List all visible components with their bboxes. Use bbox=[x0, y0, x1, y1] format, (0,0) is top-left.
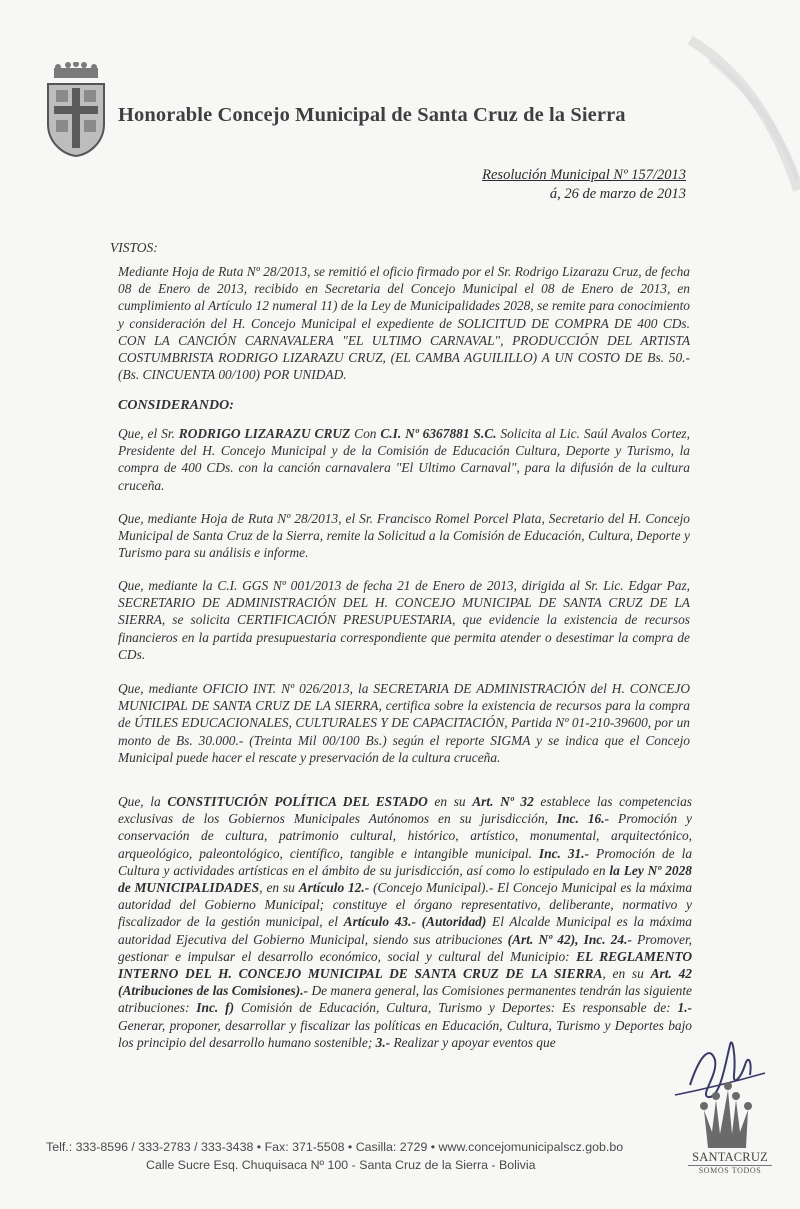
considerando-paragraph-1: Que, el Sr. RODRIGO LIZARAZU CRUZ Con C.I. Nº 6367881 S.C. Solicita al Lic. Saúl Avalos Cortez, Presidente del H. Concejo Municipal y de la Comisión de Educación Cultura, Deporte y Turismo, la compra de 400 CDs. con la canción carnavalera "El Ultimo Carnaval", para la difusión de la cultura cruceña. bbox=[118, 426, 690, 493]
logo-tagline-text: SOMOS TODOS bbox=[688, 1165, 772, 1175]
coat-of-arms-icon bbox=[44, 62, 108, 158]
considerando-paragraph-2: Que, mediante Hoja de Ruta Nº 28/2013, el Sr. Francisco Romel Porcel Plata, Secretario del H. Concejo Municipal de Santa Cruz de la Sierra, remite la Solicitud a la Comisión de Educación, Cultura, Deporte y Turismo para su análisis e informe. bbox=[118, 511, 690, 561]
considerando-heading: CONSIDERANDO: bbox=[118, 398, 234, 413]
footer-address-line: Calle Sucre Esq. Chuquisaca Nº 100 - Santa Cruz de la Sierra - Bolivia bbox=[146, 1158, 536, 1172]
scan-shadow-decoration bbox=[680, 0, 800, 200]
vistos-paragraph: Mediante Hoja de Ruta Nº 28/2013, se remitió el oficio firmado por el Sr. Rodrigo Lizarazu Cruz, de fecha 08 de Enero de 2013, recibido en Secretaria del Concejo Municipal el 08 de Enero de 2013, en cumplimiento al Artículo 12 numeral 11) de la Ley de Municipalidades 2028, se remite para conocimiento y consideración del H. Concejo Municipal el expediente de SOLICITUD DE COMPRA DE 400 CDs. CON LA CANCIÓN CARNAVALERA "EL ULTIMO CARNAVAL", PRODUCCIÓN DEL ARTISTA COSTUMBRISTA RODRIGO LIZARAZU CRUZ, (EL CAMBA AGUILILLO) A UN COSTO DE Bs. 50.- (Bs. CINCUENTA 00/100) POR UNIDAD. bbox=[118, 264, 690, 383]
footer-contact-line: Telf.: 333-8596 / 333-2783 / 333-3438 • Fax: 371-5508 • Casilla: 2729 • www.concejomunicipalscz.gob.bo bbox=[46, 1140, 624, 1154]
council-name-heading: Honorable Concejo Municipal de Santa Cruz de la Sierra bbox=[118, 104, 626, 126]
considerando-paragraph-5: Que, la CONSTITUCIÓN POLÍTICA DEL ESTADO en su Art. Nº 32 establece las competencias exclusivas de los Gobiernos Municipales Autónomos en su jurisdicción, Inc. 16.- Promoción y conservación de cultura, patrimonio cultural, histórico, artístico, monumental, arquitectónico, arqueológico, paleontológico, científico, tangible e intangible municipal. Inc. 31.- Promoción de la Cultura y actividades artísticas en el ámbito de su jurisdicción, así como lo estipulado en la Ley Nº 2028 de MUNICIPALIDADES, en su Artículo 12.- (Concejo Municipal).- El Concejo Municipal es la máxima autoridad del Gobierno Municipal; constituye el órgano representativo, deliberante, normativo y fiscalizador de la gestión municipal, el Artículo 43.- (Autoridad) El Alcalde Municipal es la máxima autoridad Ejecutiva del Gobierno Municipal, siendo sus atribuciones (Art. Nº 42), Inc. 24.- Promover, gestionar e impulsar el desarrollo económico, social y cultural del Municipio: EL REGLAMENTO INTERNO DEL H. CONCEJO MUNICIPAL DE SANTA CRUZ DE LA SIERRA, en su Art. 42 (Atribuciones de las Comisiones).- De manera general, las Comisiones permanentes tendrán las siguiente atribuciones: Inc. f) Comisión de Educación, Cultura, Turismo y Deportes: Es responsable de: 1.- Generar, proponer, desarrollar y fiscalizar las políticas en Educación, Cultura, Turismo y Deportes bajo los principio del desarrollo humano sostenible; 3.- Realizar y apoyar eventos que bbox=[118, 794, 693, 1050]
santa-cruz-logo bbox=[678, 1150, 782, 1175]
vistos-heading: VISTOS: bbox=[110, 240, 158, 255]
considerando-paragraph-3: Que, mediante la C.I. GGS Nº 001/2013 de fecha 21 de Enero de 2013, dirigida al Sr. Lic. Edgar Paz, SECRETARIO DE ADMINISTRACIÓN DEL H. CONCEJO MUNICIPAL DE SANTA CRUZ DE LA SIERRA, se solicita CERTIFICACIÓN PRESUPUESTARIA, que evidencie la existencia de recursos financieros en la partida presupuestaria correspondiente que permita atender o desestimar la compra de CDs. bbox=[118, 578, 690, 662]
logo-brand-text: SANTACRUZ bbox=[692, 1150, 768, 1164]
resolution-date: á, 26 de marzo de 2013 bbox=[549, 186, 686, 202]
considerando-paragraph-4: Que, mediante OFICIO INT. Nº 026/2013, la SECRETARIA DE ADMINISTRACIÓN del H. CONCEJO MUNICIPAL DE SANTA CRUZ DE LA SIERRA, certifica sobre la existencia de recursos para la compra de ÚTILES EDUCACIONALES, CULTURALES Y DE CAPACITACIÓN, Partida Nº 01-210-39600, por un monto de Bs. 30.000.- (Treinta Mil 00/100 Bs.) según el reporte SIGMA y se indica que el Concejo Municipal puede hacer el rescate y preservación de la cultura cruceña. bbox=[118, 681, 690, 765]
resolution-number: Resolución Municipal Nº 157/2013 bbox=[482, 167, 686, 183]
resolution-block bbox=[482, 166, 686, 204]
